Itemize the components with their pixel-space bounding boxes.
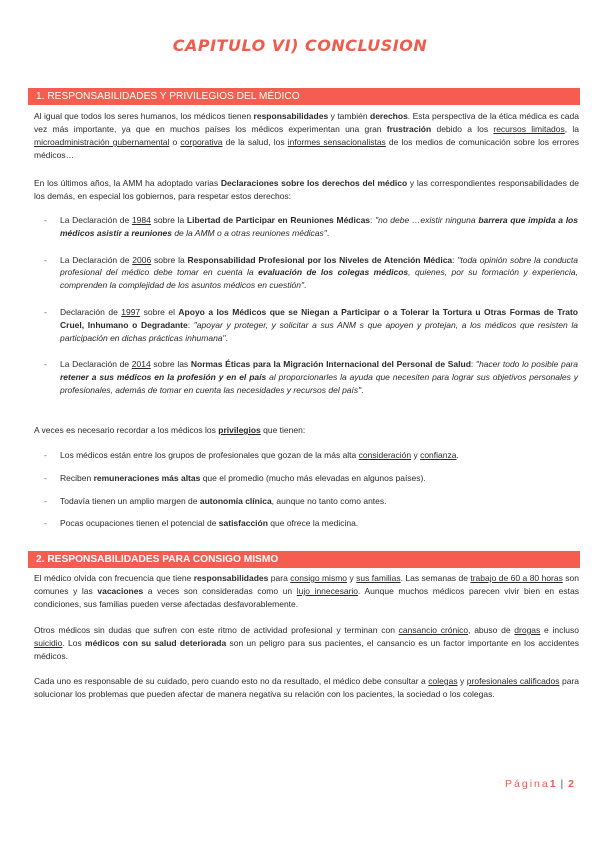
paragraph-privileges-intro: A veces es necesario recordar a los médicos los privilegios que tienen: — [34, 425, 306, 435]
declarations-list — [60, 214, 578, 397]
privileges-list — [60, 449, 578, 530]
page-number — [505, 778, 574, 790]
current-page: 1 — [549, 778, 556, 790]
list-item: - La Declaración de 2006 sobre la Responsabilidad Profesional por los Niveles de Atención Médica: "toda opinión sobre la conducta profesional del médico debe tomar en cuenta la evaluación de los colegas médicos, quienes, por su formación y experiencia, comprenden la complejidad de los asuntos médicos en cuestión". — [60, 254, 578, 292]
paragraph-declarations-intro: En los últimos años, la AMM ha adoptado varias Declaraciones sobre los derechos del médico y las correspondientes responsabilidades de los demás, en especial los gobiernos, para respetar estos derechos: — [34, 178, 580, 201]
list-item: - Pocas ocupaciones tienen el potencial de satisfacción que ofrece la medicina. — [60, 517, 578, 530]
list-item: - Declaración de 1997 sobre el Apoyo a los Médicos que se Niegan a Participar o a Tolerar la Tortura u Otras Formas de Trato Cruel, Inhumano o Degradante: "apoyar y proteger, y solicitar a sus ANM s que apoyen y protejan, a los médicos que resisten la participación en dichas prácticas inhumana". — [60, 306, 578, 344]
page-separator: | — [560, 778, 564, 790]
total-pages: 2 — [568, 778, 574, 790]
list-item: - Reciben remuneraciones más altas que el promedio (mucho más elevadas en algunos países). — [60, 472, 578, 485]
list-item: - La Declaración de 2014 sobre las Normas Éticas para la Migración Internacional del Personal de Salud: "hacer todo lo posible para retener a sus médicos en la profesión y en el país al proporcionarles la ayuda que necesiten para lograr sus objetivos personales y profesionales, además de tomar en cuenta las necesidades y recursos del país". — [60, 358, 578, 396]
page-title: CAPITULO VI) CONCLUSION — [172, 36, 428, 55]
paragraph-self-care: Cada uno es responsable de su cuidado, pero cuando esto no da resultado, el médico debe consultar a colegas y profesionales calificados para solucionar los problemas que pueden afectar de manera negativa su relación con los pacientes, la sociedad o los colegas. — [34, 676, 580, 699]
page-label: Página — [505, 778, 550, 790]
list-item: - Los médicos están entre los grupos de profesionales que gozan de la más alta consideración y confianza. — [60, 449, 578, 462]
paragraph-self-responsibility: El médico olvida con frecuencia que tiene responsabilidades para consigo mismo y sus familias. Las semanas de trabajo de 60 a 80 horas son comunes y las vacaciones a veces son consideradas como un lujo innecesario. Aunque muchos médicos parecen vivir bien en estas condiciones, sus familias pueden verse afectadas desfavorablemente. — [34, 573, 579, 609]
paragraph-intro: Al igual que todos los seres humanos, los médicos tienen responsabilidades y también derechos. Esta perspectiva de la ética médica es cada vez más importante, ya que en muchos países los médicos experimentan una gran frustración debido a los recursos limitados, la microadministración gubernamental o corporativa de la salud, los informes sensacionalistas de los medios de comunicación sobre los errores médicos… — [34, 111, 580, 160]
section-heading-1: 1. RESPONSABILIDADES Y PRIVILEGIOS DEL MÉDICO — [28, 88, 580, 105]
list-item: - La Declaración de 1984 sobre la Libertad de Participar en Reuniones Médicas: "no debe …existir ninguna barrera que impida a los médicos asistir a reuniones de la AMM o a otras reuniones médicas". — [60, 214, 578, 240]
paragraph-fatigue: Otros médicos sin dudas que sufren con este ritmo de actividad profesional y terminan con cansancio crónico, abuso de drogas e incluso suicidio. Los médicos con su salud deteriorada son un peligro para sus pacientes, el cansancio es un factor importante en los accidentes médicos. — [34, 625, 579, 661]
list-item: - Todavía tienen un amplio margen de autonomía clínica, aunque no tanto como antes. — [60, 495, 578, 508]
section-heading-2: 2. RESPONSABILIDADES PARA CONSIGO MISMO — [28, 551, 580, 568]
